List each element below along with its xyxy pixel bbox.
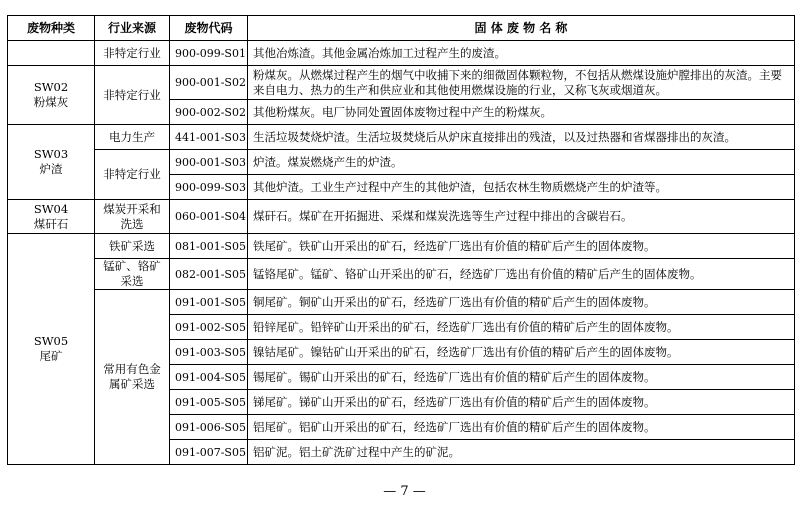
waste-description: 锡尾矿。锡矿山开采出的矿石，经选矿厂选出有价值的精矿后产生的固体废物。 (248, 365, 795, 390)
waste-code: 081-001-S05 (170, 234, 248, 259)
header-source: 行业来源 (95, 16, 170, 41)
waste-description: 煤矸石。煤矿在开拓掘进、采煤和煤炭洗选等生产过程中排出的含碳岩石。 (248, 200, 795, 234)
category-code: SW05 (33, 334, 69, 348)
waste-description: 其他粉煤灰。电厂协同处置固体废物过程中产生的粉煤灰。 (248, 100, 795, 125)
category-cell-sw02 (8, 66, 95, 125)
waste-description: 铜尾矿。铜矿山开采出的矿石，经选矿厂选出有价值的精矿后产生的固体废物。 (248, 290, 795, 315)
waste-description: 生活垃圾焚烧炉渣。生活垃圾焚烧后从炉床直接排出的残渣，以及过热器和省煤器排出的灰渣。 (248, 125, 795, 150)
source-cell: 电力生产 (95, 125, 170, 150)
waste-code: 091-007-S05 (170, 440, 248, 465)
source-cell: 锰矿、铬矿采选 (95, 259, 170, 290)
table-row (8, 66, 795, 100)
source-cell: 煤炭开采和洗选 (95, 200, 170, 234)
waste-code: 900-099-S03 (170, 175, 248, 200)
waste-code: 091-004-S05 (170, 365, 248, 390)
source-cell: 非特定行业 (95, 150, 170, 200)
waste-description: 铝尾矿。铝矿山开采出的矿石，经选矿厂选出有价值的精矿后产生的固体废物。 (248, 415, 795, 440)
category-code: SW04 (33, 201, 69, 216)
waste-description: 锑尾矿。锑矿山开采出的矿石，经选矿厂选出有价值的精矿后产生的固体废物。 (248, 390, 795, 415)
waste-description: 铁尾矿。铁矿山开采出的矿石，经选矿厂选出有价值的精矿后产生的固体废物。 (248, 234, 795, 259)
table-header-row (8, 16, 795, 41)
table-row (8, 290, 795, 315)
header-name: 固 体 废 物 名 称 (248, 16, 795, 41)
waste-description: 铅锌尾矿。铅锌矿山开采出的矿石，经选矿厂选出有价值的精矿后产生的固体废物。 (248, 315, 795, 340)
waste-code: 441-001-S03 (170, 125, 248, 150)
category-code: SW02 (33, 80, 69, 94)
waste-code: 091-006-S05 (170, 415, 248, 440)
header-code: 废物代码 (170, 16, 248, 41)
waste-code: 091-001-S05 (170, 290, 248, 315)
category-cell-sw04 (8, 200, 95, 234)
waste-description: 铝矿泥。铝土矿洗矿过程中产生的矿泥。 (248, 440, 795, 465)
source-cell: 非特定行业 (95, 41, 170, 66)
waste-code: 091-005-S05 (170, 390, 248, 415)
header-category: 废物种类 (8, 16, 95, 41)
source-cell: 常用有色金属矿采选 (95, 290, 170, 465)
category-name: 煤矸石 (33, 216, 69, 231)
category-code: SW03 (33, 147, 69, 161)
category-name: 尾矿 (39, 349, 63, 363)
source-cell: 铁矿采选 (95, 234, 170, 259)
waste-code: 900-001-S03 (170, 150, 248, 175)
table-row (8, 150, 795, 175)
page-number: — 7 — (383, 484, 426, 499)
waste-description: 炉渣。煤炭燃烧产生的炉渣。 (248, 150, 795, 175)
waste-description: 镍钴尾矿。镍钴矿山开采出的矿石，经选矿厂选出有价值的精矿后产生的固体废物。 (248, 340, 795, 365)
table-row (8, 234, 795, 259)
category-name: 粉煤灰 (33, 95, 69, 109)
category-cell-continued (8, 41, 95, 66)
waste-code: 900-099-S01 (170, 41, 248, 66)
waste-code: 091-002-S05 (170, 315, 248, 340)
solid-waste-table (7, 15, 795, 465)
waste-code: 900-001-S02 (170, 66, 248, 100)
source-cell: 非特定行业 (95, 66, 170, 125)
waste-description: 粉煤灰。从燃煤过程产生的烟气中收捕下来的细微固体颗粒物，不包括从燃煤设施炉膛排出的灰渣。主要来自电力、热力的生产和供应业和其他使用燃煤设施的行业，又称飞灰或烟道灰。 (248, 66, 795, 100)
waste-code: 060-001-S04 (170, 200, 248, 234)
table-row (8, 200, 795, 234)
waste-code: 082-001-S05 (170, 259, 248, 290)
table-row (8, 259, 795, 290)
category-cell-sw03 (8, 125, 95, 200)
waste-code: 900-002-S02 (170, 100, 248, 125)
waste-description: 其他炉渣。工业生产过程中产生的其他炉渣，包括农林生物质燃烧产生的炉渣等。 (248, 175, 795, 200)
category-name: 炉渣 (39, 162, 63, 176)
waste-description: 其他冶炼渣。其他金属冶炼加工过程产生的废渣。 (248, 41, 795, 66)
waste-code: 091-003-S05 (170, 340, 248, 365)
waste-description: 锰铬尾矿。锰矿、铬矿山开采出的矿石，经选矿厂选出有价值的精矿后产生的固体废物。 (248, 259, 795, 290)
table-row (8, 41, 795, 66)
category-cell-sw05 (8, 234, 95, 465)
table-row (8, 125, 795, 150)
